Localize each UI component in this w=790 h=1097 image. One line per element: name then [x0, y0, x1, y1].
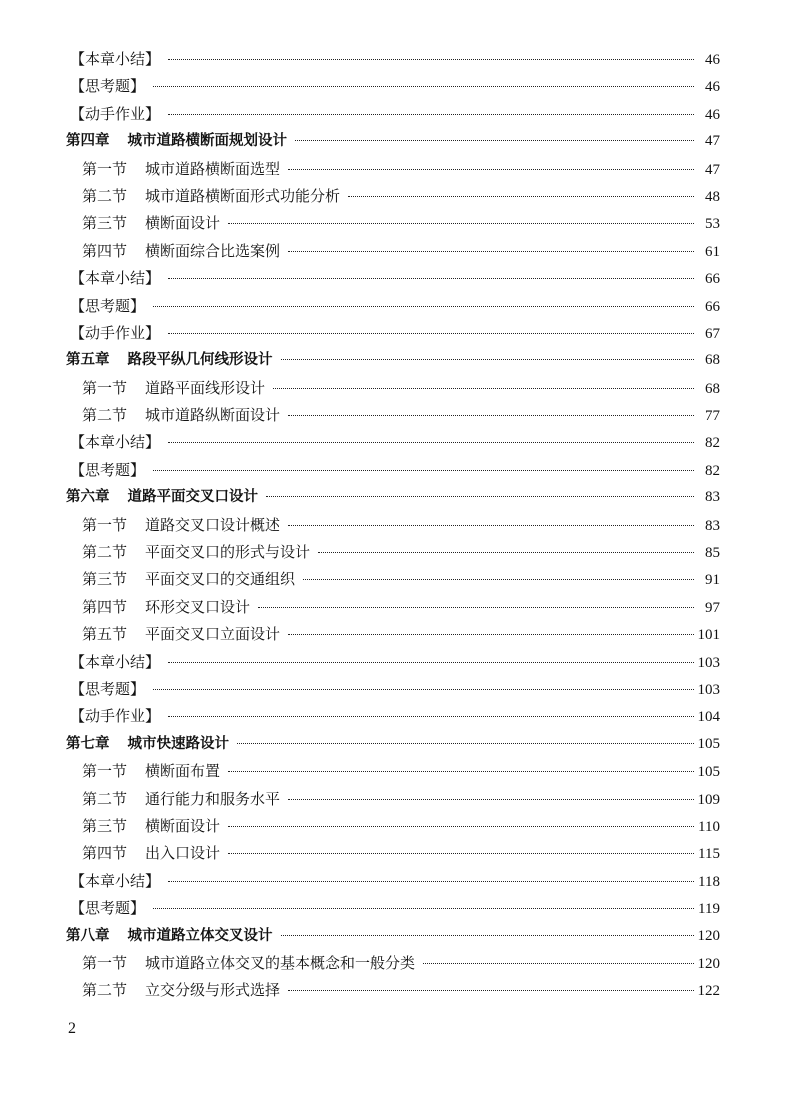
dot-leader	[423, 963, 693, 964]
dot-leader	[237, 743, 694, 744]
entry-page-number: 105	[697, 735, 720, 752]
entry-page-number: 46	[705, 79, 720, 96]
entry-number: 第四节	[82, 597, 128, 616]
dot-leader	[288, 634, 693, 635]
entry-title: 【本章小结】	[70, 50, 161, 68]
entry-number: 第四章	[66, 133, 110, 150]
dot-leader	[153, 689, 693, 690]
entry-number: 第五章	[66, 352, 110, 369]
dot-leader	[168, 114, 694, 115]
entry-number: 第六章	[66, 489, 110, 506]
entry-title: 路段平纵几何线形设计	[127, 352, 273, 369]
toc-section-entry[interactable]	[0, 950, 790, 977]
entry-page-number: 82	[705, 462, 720, 479]
entry-number: 第一节	[82, 953, 128, 972]
dot-leader	[228, 223, 694, 224]
dot-leader	[168, 333, 694, 334]
dot-leader	[273, 388, 694, 389]
toc-summary-entry[interactable]	[0, 895, 790, 922]
toc-summary-entry[interactable]	[0, 868, 790, 895]
entry-title: 城市道路横断面规划设计	[127, 133, 287, 150]
toc-section-entry[interactable]	[0, 238, 790, 265]
entry-title: 城市道路横断面选型	[145, 159, 281, 178]
dot-leader	[168, 278, 694, 279]
entry-number: 第一节	[82, 515, 128, 534]
entry-title: 立交分级与形式选择	[145, 981, 281, 1000]
dot-leader	[153, 306, 694, 307]
toc-summary-entry[interactable]	[0, 46, 790, 73]
entry-page-number: 103	[697, 654, 720, 671]
entry-number: 第三节	[82, 570, 128, 589]
toc-summary-entry[interactable]	[0, 649, 790, 676]
toc-section-entry[interactable]	[0, 539, 790, 566]
entry-page-number: 66	[705, 298, 720, 315]
toc-summary-entry[interactable]	[0, 73, 790, 100]
dot-leader	[266, 496, 694, 497]
entry-title: 出入口设计	[145, 844, 221, 863]
dot-leader	[168, 662, 693, 663]
entry-title: 城市道路立体交叉设计	[127, 927, 273, 944]
entry-page-number: 120	[697, 927, 720, 944]
toc-chapter-entry[interactable]	[0, 923, 790, 950]
entry-title: 【本章小结】	[70, 269, 161, 288]
toc-chapter-entry[interactable]	[0, 347, 790, 374]
entry-number: 第三节	[82, 816, 128, 835]
entry-page-number: 48	[705, 188, 720, 205]
dot-leader	[288, 525, 694, 526]
dot-leader	[288, 990, 693, 991]
dot-leader	[258, 607, 694, 608]
toc-section-entry[interactable]	[0, 512, 790, 539]
toc-summary-entry[interactable]	[0, 703, 790, 730]
toc-section-entry[interactable]	[0, 621, 790, 648]
toc-summary-entry[interactable]	[0, 457, 790, 484]
entry-page-number: 66	[705, 271, 720, 288]
dot-leader	[168, 716, 693, 717]
entry-title: 平面交叉口立面设计	[145, 625, 281, 644]
dot-leader	[153, 908, 694, 909]
entry-title: 【思考题】	[70, 460, 146, 479]
toc-section-entry[interactable]	[0, 786, 790, 813]
dot-leader	[288, 169, 694, 170]
toc-section-entry[interactable]	[0, 977, 790, 1004]
toc-section-entry[interactable]	[0, 375, 790, 402]
entry-title: 【本章小结】	[70, 652, 161, 671]
entry-title: 【动手作业】	[70, 707, 161, 726]
entry-number: 第二节	[82, 186, 128, 205]
toc-summary-entry[interactable]	[0, 293, 790, 320]
entry-number: 第四节	[82, 844, 128, 863]
entry-number: 第五节	[82, 625, 128, 644]
entry-number: 第七章	[66, 735, 110, 752]
toc-section-entry[interactable]	[0, 156, 790, 183]
entry-page-number: 120	[697, 955, 720, 972]
entry-page-number: 91	[705, 572, 720, 589]
dot-leader	[288, 799, 693, 800]
toc-summary-entry[interactable]	[0, 320, 790, 347]
entry-title: 横断面设计	[145, 214, 221, 233]
dot-leader	[318, 552, 694, 553]
toc-section-entry[interactable]	[0, 840, 790, 867]
toc-summary-entry[interactable]	[0, 429, 790, 456]
entry-title: 城市道路纵断面设计	[145, 406, 281, 425]
toc-section-entry[interactable]	[0, 594, 790, 621]
dot-leader	[348, 196, 694, 197]
entry-title: 通行能力和服务水平	[145, 789, 281, 808]
dot-leader	[281, 359, 695, 360]
toc-section-entry[interactable]	[0, 566, 790, 593]
entry-page-number: 46	[705, 52, 720, 68]
toc-chapter-entry[interactable]	[0, 128, 790, 155]
toc-summary-entry[interactable]	[0, 265, 790, 292]
entry-number: 第二节	[82, 543, 128, 562]
entry-page-number: 109	[697, 791, 720, 808]
entry-page-number: 46	[705, 106, 720, 123]
entry-page-number: 101	[697, 627, 720, 644]
entry-title: 【思考题】	[70, 77, 146, 96]
entry-title: 【动手作业】	[70, 104, 161, 123]
dot-leader	[153, 470, 694, 471]
entry-title: 【动手作业】	[70, 323, 161, 342]
table-of-contents	[0, 46, 790, 1005]
dot-leader	[228, 853, 694, 854]
toc-chapter-entry[interactable]	[0, 731, 790, 758]
entry-page-number: 118	[698, 873, 720, 890]
entry-page-number: 97	[705, 599, 720, 616]
dot-leader	[295, 140, 694, 141]
entry-title: 平面交叉口的形式与设计	[145, 543, 311, 562]
entry-page-number: 103	[697, 681, 720, 698]
entry-title: 道路平面线形设计	[145, 378, 266, 397]
entry-page-number: 82	[705, 435, 720, 452]
entry-title: 【思考题】	[70, 296, 146, 315]
entry-page-number: 68	[705, 380, 720, 397]
entry-page-number: 77	[705, 408, 720, 425]
entry-title: 平面交叉口的交通组织	[145, 570, 296, 589]
entry-page-number: 119	[698, 901, 720, 918]
entry-title: 城市道路横断面形式功能分析	[145, 186, 341, 205]
entry-number: 第一节	[82, 378, 128, 397]
entry-title: 环形交叉口设计	[145, 597, 251, 616]
entry-page-number: 61	[705, 243, 720, 260]
entry-page-number: 47	[705, 161, 720, 178]
dot-leader	[153, 86, 694, 87]
entry-title: 城市快速路设计	[127, 735, 229, 752]
entry-number: 第二节	[82, 981, 128, 1000]
entry-number: 第三节	[82, 214, 128, 233]
entry-page-number: 115	[698, 846, 720, 863]
dot-leader	[288, 251, 694, 252]
entry-number: 第二节	[82, 789, 128, 808]
dot-leader	[281, 935, 694, 936]
entry-number: 第一节	[82, 159, 128, 178]
entry-title: 城市道路立体交叉的基本概念和一般分类	[145, 953, 416, 972]
entry-title: 横断面综合比选案例	[145, 241, 281, 260]
entry-page-number: 67	[705, 325, 720, 342]
toc-summary-entry[interactable]	[0, 676, 790, 703]
toc-section-entry[interactable]	[0, 183, 790, 210]
entry-page-number: 110	[698, 818, 720, 835]
entry-title: 【本章小结】	[70, 871, 161, 890]
toc-section-entry[interactable]	[0, 758, 790, 785]
dot-leader	[288, 415, 694, 416]
entry-title: 【思考题】	[70, 679, 146, 698]
toc-chapter-entry[interactable]	[0, 484, 790, 511]
entry-title: 道路交叉口设计概述	[145, 515, 281, 534]
page-number: 2	[68, 1020, 76, 1037]
dot-leader	[228, 826, 694, 827]
entry-number: 第一节	[82, 762, 128, 781]
entry-number: 第八章	[66, 927, 110, 944]
entry-title: 横断面设计	[145, 816, 221, 835]
entry-page-number: 83	[705, 489, 720, 506]
entry-page-number: 83	[705, 517, 720, 534]
entry-page-number: 122	[697, 983, 720, 1000]
entry-title: 横断面布置	[145, 762, 221, 781]
entry-page-number: 47	[705, 133, 720, 150]
entry-page-number: 68	[705, 352, 720, 369]
entry-page-number: 104	[697, 709, 720, 726]
dot-leader	[168, 881, 694, 882]
entry-number: 第四节	[82, 241, 128, 260]
toc-section-entry[interactable]	[0, 210, 790, 237]
entry-page-number: 53	[705, 216, 720, 233]
dot-leader	[228, 771, 693, 772]
toc-section-entry[interactable]	[0, 402, 790, 429]
dot-leader	[303, 579, 694, 580]
entry-title: 【思考题】	[70, 899, 146, 918]
toc-summary-entry[interactable]	[0, 101, 790, 128]
entry-page-number: 85	[705, 545, 720, 562]
toc-section-entry[interactable]	[0, 813, 790, 840]
entry-number: 第二节	[82, 406, 128, 425]
entry-title: 【本章小结】	[70, 433, 161, 452]
dot-leader	[168, 59, 694, 60]
entry-page-number: 105	[697, 764, 720, 781]
dot-leader	[168, 442, 694, 443]
entry-title: 道路平面交叉口设计	[127, 489, 258, 506]
